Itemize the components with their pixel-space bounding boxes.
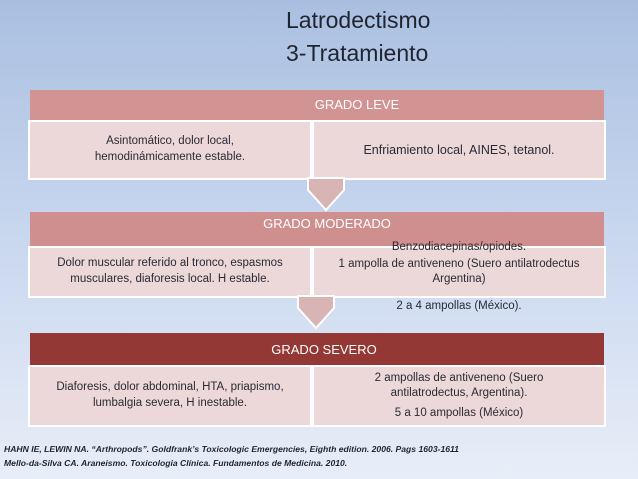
grado-leve-treatment [312, 120, 606, 180]
grado-moderado-symptoms [28, 246, 312, 298]
title-line-1: Latrodectismo [286, 7, 431, 33]
grado-leve-header [30, 90, 604, 120]
grado-leve-symptoms [28, 120, 312, 180]
grado-moderado-treatment [312, 241, 606, 298]
grado-severo-treatment-line-1: 2 ampollas de antiveneno (Suero antilatrodectus, Argentina). [374, 371, 544, 400]
grado-moderado-treatment-line-1: Benzodiacepinas/opiodes. [391, 241, 527, 253]
title-line-2: 3-Tratamiento [286, 40, 429, 66]
grado-severo-treatment [312, 365, 606, 427]
slide-title [286, 4, 486, 70]
grado-severo-symptoms [28, 365, 312, 427]
grado-leve-symptoms-text: Asintomático, dolor local, hemodinámicamente estable. [94, 135, 246, 163]
grado-leve-treatment-text: Enfriamiento local, AINES, tetanol. [363, 142, 555, 157]
grado-severo-treatment-line-2: 5 a 10 ampollas (México) [394, 406, 524, 419]
down-arrow-icon [304, 176, 348, 216]
reference-1: HAHN IE, LEWIN NA. “Arthropods”. Goldfrank’s Toxicologic Emergencies, Eighth edition. 2006. Pags 1603-1611 [4, 444, 459, 454]
references [4, 442, 634, 470]
grado-severo-label: GRADO SEVERO [271, 342, 377, 357]
grado-moderado-label: GRADO MODERADO [263, 216, 391, 231]
grado-moderado-treatment-line-2: 1 ampolla de antiveneno (Suero antilatrodectus Argentina) [338, 257, 580, 286]
reference-2: Mello-da-Silva CA. Araneismo. Toxicologia Clínica. Fundamentos de Medicina. 2010. [4, 458, 348, 468]
grado-leve-label: GRADO LEVE [314, 97, 400, 112]
grado-severo-header [30, 333, 604, 365]
grado-moderado-treatment-line-3: 2 a 4 ampollas (México). [396, 300, 522, 312]
grado-moderado-symptoms-text: Dolor muscular referido al tronco, espasmos musculares, diaforesis local. H estable. [57, 257, 283, 285]
grado-severo-symptoms-text: Diaforesis, dolor abdominal, HTA, priapismo, lumbalgia severa, H inestable. [56, 381, 284, 409]
